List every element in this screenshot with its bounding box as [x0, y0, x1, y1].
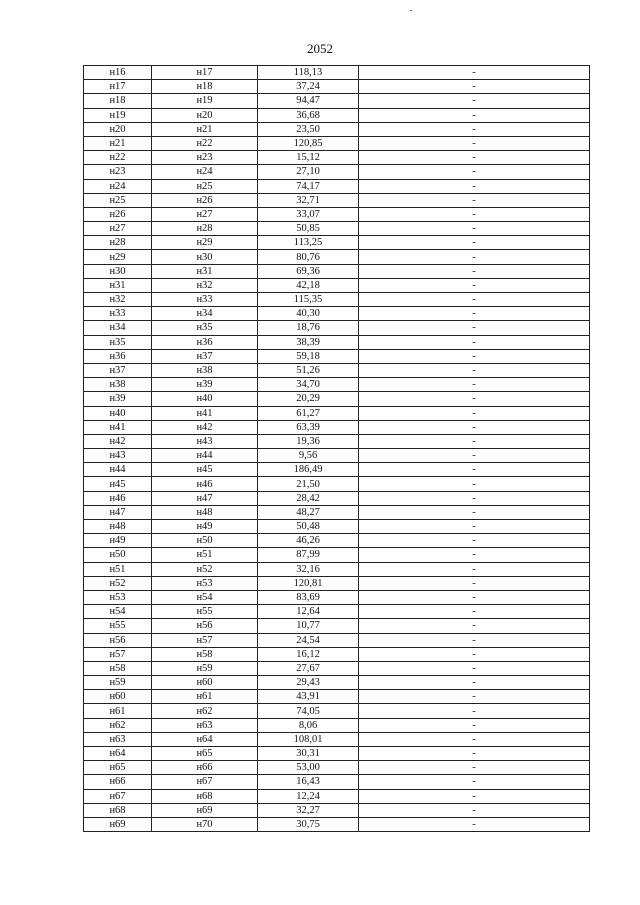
distance-cell: 12,24: [258, 789, 359, 803]
distance-cell: 120,85: [258, 136, 359, 150]
table-row: [84, 789, 590, 803]
table-row: [84, 420, 590, 434]
note-cell: -: [359, 761, 590, 775]
table-row: [84, 775, 590, 789]
from-point-cell: н24: [84, 179, 152, 193]
distance-cell: 18,76: [258, 321, 359, 335]
table-row: [84, 732, 590, 746]
distance-cell: 16,43: [258, 775, 359, 789]
note-cell: -: [359, 363, 590, 377]
to-point-cell: н51: [152, 548, 258, 562]
distance-cell: 74,05: [258, 704, 359, 718]
to-point-cell: н66: [152, 761, 258, 775]
table-row: [84, 165, 590, 179]
table-row: [84, 676, 590, 690]
distance-cell: 33,07: [258, 207, 359, 221]
table-row: [84, 222, 590, 236]
note-cell: -: [359, 534, 590, 548]
note-cell: -: [359, 207, 590, 221]
table-body: [84, 66, 590, 832]
to-point-cell: н64: [152, 732, 258, 746]
from-point-cell: н50: [84, 548, 152, 562]
to-point-cell: н50: [152, 534, 258, 548]
to-point-cell: н70: [152, 817, 258, 831]
from-point-cell: н69: [84, 817, 152, 831]
distance-cell: 10,77: [258, 619, 359, 633]
from-point-cell: н48: [84, 520, 152, 534]
note-cell: -: [359, 236, 590, 250]
table-row: [84, 491, 590, 505]
table-row: [84, 108, 590, 122]
table-row: [84, 250, 590, 264]
from-point-cell: н29: [84, 250, 152, 264]
from-point-cell: н67: [84, 789, 152, 803]
to-point-cell: н37: [152, 349, 258, 363]
from-point-cell: н49: [84, 534, 152, 548]
page-number: 2052: [307, 41, 333, 56]
note-cell: -: [359, 817, 590, 831]
from-point-cell: н68: [84, 803, 152, 817]
table-row: [84, 136, 590, 150]
distance-cell: 53,00: [258, 761, 359, 775]
to-point-cell: н56: [152, 619, 258, 633]
distance-cell: 113,25: [258, 236, 359, 250]
note-cell: -: [359, 165, 590, 179]
to-point-cell: н48: [152, 505, 258, 519]
distance-cell: 12,64: [258, 605, 359, 619]
to-point-cell: н49: [152, 520, 258, 534]
distance-cell: 50,48: [258, 520, 359, 534]
note-cell: -: [359, 605, 590, 619]
note-cell: -: [359, 690, 590, 704]
note-cell: -: [359, 718, 590, 732]
distance-cell: 32,16: [258, 562, 359, 576]
to-point-cell: н38: [152, 363, 258, 377]
table-row: [84, 619, 590, 633]
distance-cell: 32,71: [258, 193, 359, 207]
table-row: [84, 605, 590, 619]
from-point-cell: н26: [84, 207, 152, 221]
from-point-cell: н56: [84, 633, 152, 647]
distance-cell: 87,99: [258, 548, 359, 562]
distance-cell: 61,27: [258, 406, 359, 420]
note-cell: -: [359, 293, 590, 307]
table-row: [84, 66, 590, 80]
distance-cell: 16,12: [258, 647, 359, 661]
distance-cell: 19,36: [258, 434, 359, 448]
distance-cell: 9,56: [258, 449, 359, 463]
from-point-cell: н23: [84, 165, 152, 179]
table-row: [84, 293, 590, 307]
table-row: [84, 633, 590, 647]
from-point-cell: н53: [84, 590, 152, 604]
to-point-cell: н58: [152, 647, 258, 661]
distance-cell: 24,54: [258, 633, 359, 647]
table-row: [84, 434, 590, 448]
distance-cell: 23,50: [258, 122, 359, 136]
to-point-cell: н22: [152, 136, 258, 150]
to-point-cell: н21: [152, 122, 258, 136]
from-point-cell: н39: [84, 392, 152, 406]
from-point-cell: н16: [84, 66, 152, 80]
distance-cell: 108,01: [258, 732, 359, 746]
to-point-cell: н54: [152, 590, 258, 604]
to-point-cell: н17: [152, 66, 258, 80]
distance-cell: 59,18: [258, 349, 359, 363]
note-cell: -: [359, 647, 590, 661]
from-point-cell: н42: [84, 434, 152, 448]
from-point-cell: н21: [84, 136, 152, 150]
distance-cell: 118,13: [258, 66, 359, 80]
from-point-cell: н38: [84, 378, 152, 392]
from-point-cell: н34: [84, 321, 152, 335]
from-point-cell: н55: [84, 619, 152, 633]
note-cell: -: [359, 278, 590, 292]
note-cell: -: [359, 122, 590, 136]
table-row: [84, 690, 590, 704]
note-cell: -: [359, 619, 590, 633]
to-point-cell: н25: [152, 179, 258, 193]
note-cell: -: [359, 94, 590, 108]
table-row: [84, 80, 590, 94]
table-row: [84, 264, 590, 278]
table-row: [84, 321, 590, 335]
distance-cell: 46,26: [258, 534, 359, 548]
from-point-cell: н33: [84, 307, 152, 321]
table-row: [84, 803, 590, 817]
note-cell: -: [359, 349, 590, 363]
distance-cell: 28,42: [258, 491, 359, 505]
from-point-cell: н59: [84, 676, 152, 690]
note-cell: -: [359, 420, 590, 434]
distance-cell: 30,75: [258, 817, 359, 831]
table-row: [84, 505, 590, 519]
table-row: [84, 307, 590, 321]
distance-cell: 30,31: [258, 747, 359, 761]
distance-cell: 115,35: [258, 293, 359, 307]
table-row: [84, 151, 590, 165]
distance-cell: 8,06: [258, 718, 359, 732]
note-cell: -: [359, 775, 590, 789]
table-row: [84, 363, 590, 377]
from-point-cell: н28: [84, 236, 152, 250]
distance-cell: 83,69: [258, 590, 359, 604]
from-point-cell: н20: [84, 122, 152, 136]
to-point-cell: н34: [152, 307, 258, 321]
to-point-cell: н36: [152, 335, 258, 349]
note-cell: -: [359, 179, 590, 193]
to-point-cell: н26: [152, 193, 258, 207]
from-point-cell: н65: [84, 761, 152, 775]
distance-cell: 63,39: [258, 420, 359, 434]
from-point-cell: н66: [84, 775, 152, 789]
note-cell: -: [359, 264, 590, 278]
table-row: [84, 477, 590, 491]
from-point-cell: н41: [84, 420, 152, 434]
note-cell: -: [359, 491, 590, 505]
table-row: [84, 661, 590, 675]
from-point-cell: н61: [84, 704, 152, 718]
note-cell: -: [359, 321, 590, 335]
note-cell: -: [359, 307, 590, 321]
table-row: [84, 747, 590, 761]
to-point-cell: н20: [152, 108, 258, 122]
from-point-cell: н60: [84, 690, 152, 704]
table-row: [84, 179, 590, 193]
table-row: [84, 534, 590, 548]
table-row: [84, 562, 590, 576]
to-point-cell: н42: [152, 420, 258, 434]
to-point-cell: н41: [152, 406, 258, 420]
table-row: [84, 449, 590, 463]
distance-cell: 186,49: [258, 463, 359, 477]
boundary-segments-table: [83, 65, 590, 832]
from-point-cell: н22: [84, 151, 152, 165]
distance-cell: 69,36: [258, 264, 359, 278]
note-cell: -: [359, 803, 590, 817]
distance-cell: 27,10: [258, 165, 359, 179]
to-point-cell: н35: [152, 321, 258, 335]
table-row: [84, 576, 590, 590]
from-point-cell: н27: [84, 222, 152, 236]
table-row: [84, 207, 590, 221]
to-point-cell: н43: [152, 434, 258, 448]
from-point-cell: н36: [84, 349, 152, 363]
from-point-cell: н18: [84, 94, 152, 108]
table-row: [84, 392, 590, 406]
table-row: [84, 335, 590, 349]
note-cell: -: [359, 80, 590, 94]
distance-cell: 43,91: [258, 690, 359, 704]
note-cell: -: [359, 66, 590, 80]
to-point-cell: н32: [152, 278, 258, 292]
note-cell: -: [359, 576, 590, 590]
to-point-cell: н39: [152, 378, 258, 392]
to-point-cell: н65: [152, 747, 258, 761]
distance-cell: 32,27: [258, 803, 359, 817]
note-cell: -: [359, 704, 590, 718]
from-point-cell: н30: [84, 264, 152, 278]
from-point-cell: н43: [84, 449, 152, 463]
distance-cell: 120,81: [258, 576, 359, 590]
note-cell: -: [359, 590, 590, 604]
distance-cell: 20,29: [258, 392, 359, 406]
to-point-cell: н62: [152, 704, 258, 718]
distance-cell: 38,39: [258, 335, 359, 349]
note-cell: -: [359, 463, 590, 477]
from-point-cell: н32: [84, 293, 152, 307]
to-point-cell: н52: [152, 562, 258, 576]
to-point-cell: н30: [152, 250, 258, 264]
note-cell: -: [359, 136, 590, 150]
to-point-cell: н45: [152, 463, 258, 477]
from-point-cell: н52: [84, 576, 152, 590]
table-row: [84, 236, 590, 250]
distance-cell: 42,18: [258, 278, 359, 292]
note-cell: -: [359, 151, 590, 165]
note-cell: -: [359, 633, 590, 647]
distance-cell: 27,67: [258, 661, 359, 675]
from-point-cell: н17: [84, 80, 152, 94]
to-point-cell: н63: [152, 718, 258, 732]
note-cell: -: [359, 449, 590, 463]
table-row: [84, 718, 590, 732]
note-cell: -: [359, 108, 590, 122]
distance-cell: 34,70: [258, 378, 359, 392]
table-row: [84, 349, 590, 363]
note-cell: -: [359, 676, 590, 690]
from-point-cell: н45: [84, 477, 152, 491]
from-point-cell: н47: [84, 505, 152, 519]
note-cell: -: [359, 548, 590, 562]
to-point-cell: н33: [152, 293, 258, 307]
to-point-cell: н57: [152, 633, 258, 647]
to-point-cell: н53: [152, 576, 258, 590]
from-point-cell: н63: [84, 732, 152, 746]
note-cell: -: [359, 732, 590, 746]
to-point-cell: н61: [152, 690, 258, 704]
to-point-cell: н44: [152, 449, 258, 463]
from-point-cell: н46: [84, 491, 152, 505]
table-row: [84, 590, 590, 604]
from-point-cell: н54: [84, 605, 152, 619]
table-row: [84, 548, 590, 562]
table-row: [84, 463, 590, 477]
distance-cell: 48,27: [258, 505, 359, 519]
to-point-cell: н46: [152, 477, 258, 491]
note-cell: -: [359, 222, 590, 236]
note-cell: -: [359, 747, 590, 761]
note-cell: -: [359, 562, 590, 576]
from-point-cell: н19: [84, 108, 152, 122]
to-point-cell: н67: [152, 775, 258, 789]
from-point-cell: н58: [84, 661, 152, 675]
to-point-cell: н60: [152, 676, 258, 690]
distance-cell: 37,24: [258, 80, 359, 94]
to-point-cell: н29: [152, 236, 258, 250]
to-point-cell: н31: [152, 264, 258, 278]
from-point-cell: н37: [84, 363, 152, 377]
distance-cell: 51,26: [258, 363, 359, 377]
from-point-cell: н51: [84, 562, 152, 576]
to-point-cell: н24: [152, 165, 258, 179]
to-point-cell: н18: [152, 80, 258, 94]
table-row: [84, 406, 590, 420]
to-point-cell: н19: [152, 94, 258, 108]
from-point-cell: н25: [84, 193, 152, 207]
from-point-cell: н64: [84, 747, 152, 761]
to-point-cell: н47: [152, 491, 258, 505]
distance-cell: 36,68: [258, 108, 359, 122]
table-row: [84, 378, 590, 392]
note-cell: -: [359, 477, 590, 491]
table-row: [84, 94, 590, 108]
from-point-cell: н40: [84, 406, 152, 420]
to-point-cell: н55: [152, 605, 258, 619]
to-point-cell: н28: [152, 222, 258, 236]
note-cell: -: [359, 661, 590, 675]
note-cell: -: [359, 193, 590, 207]
table-row: [84, 817, 590, 831]
to-point-cell: н59: [152, 661, 258, 675]
from-point-cell: н57: [84, 647, 152, 661]
distance-cell: 21,50: [258, 477, 359, 491]
table-row: [84, 193, 590, 207]
from-point-cell: н35: [84, 335, 152, 349]
table-row: [84, 761, 590, 775]
distance-cell: 74,17: [258, 179, 359, 193]
to-point-cell: н69: [152, 803, 258, 817]
distance-cell: 40,30: [258, 307, 359, 321]
note-cell: -: [359, 434, 590, 448]
to-point-cell: н27: [152, 207, 258, 221]
note-cell: -: [359, 505, 590, 519]
note-cell: -: [359, 250, 590, 264]
scan-speck: [410, 10, 412, 11]
distance-cell: 15,12: [258, 151, 359, 165]
note-cell: -: [359, 335, 590, 349]
distance-cell: 50,85: [258, 222, 359, 236]
note-cell: -: [359, 789, 590, 803]
table-row: [84, 278, 590, 292]
from-point-cell: н62: [84, 718, 152, 732]
note-cell: -: [359, 406, 590, 420]
to-point-cell: н23: [152, 151, 258, 165]
note-cell: -: [359, 392, 590, 406]
to-point-cell: н68: [152, 789, 258, 803]
from-point-cell: н31: [84, 278, 152, 292]
distance-cell: 80,76: [258, 250, 359, 264]
to-point-cell: н40: [152, 392, 258, 406]
table-row: [84, 520, 590, 534]
table-row: [84, 122, 590, 136]
note-cell: -: [359, 378, 590, 392]
from-point-cell: н44: [84, 463, 152, 477]
table-row: [84, 647, 590, 661]
table-row: [84, 704, 590, 718]
distance-cell: 29,43: [258, 676, 359, 690]
distance-cell: 94,47: [258, 94, 359, 108]
note-cell: -: [359, 520, 590, 534]
